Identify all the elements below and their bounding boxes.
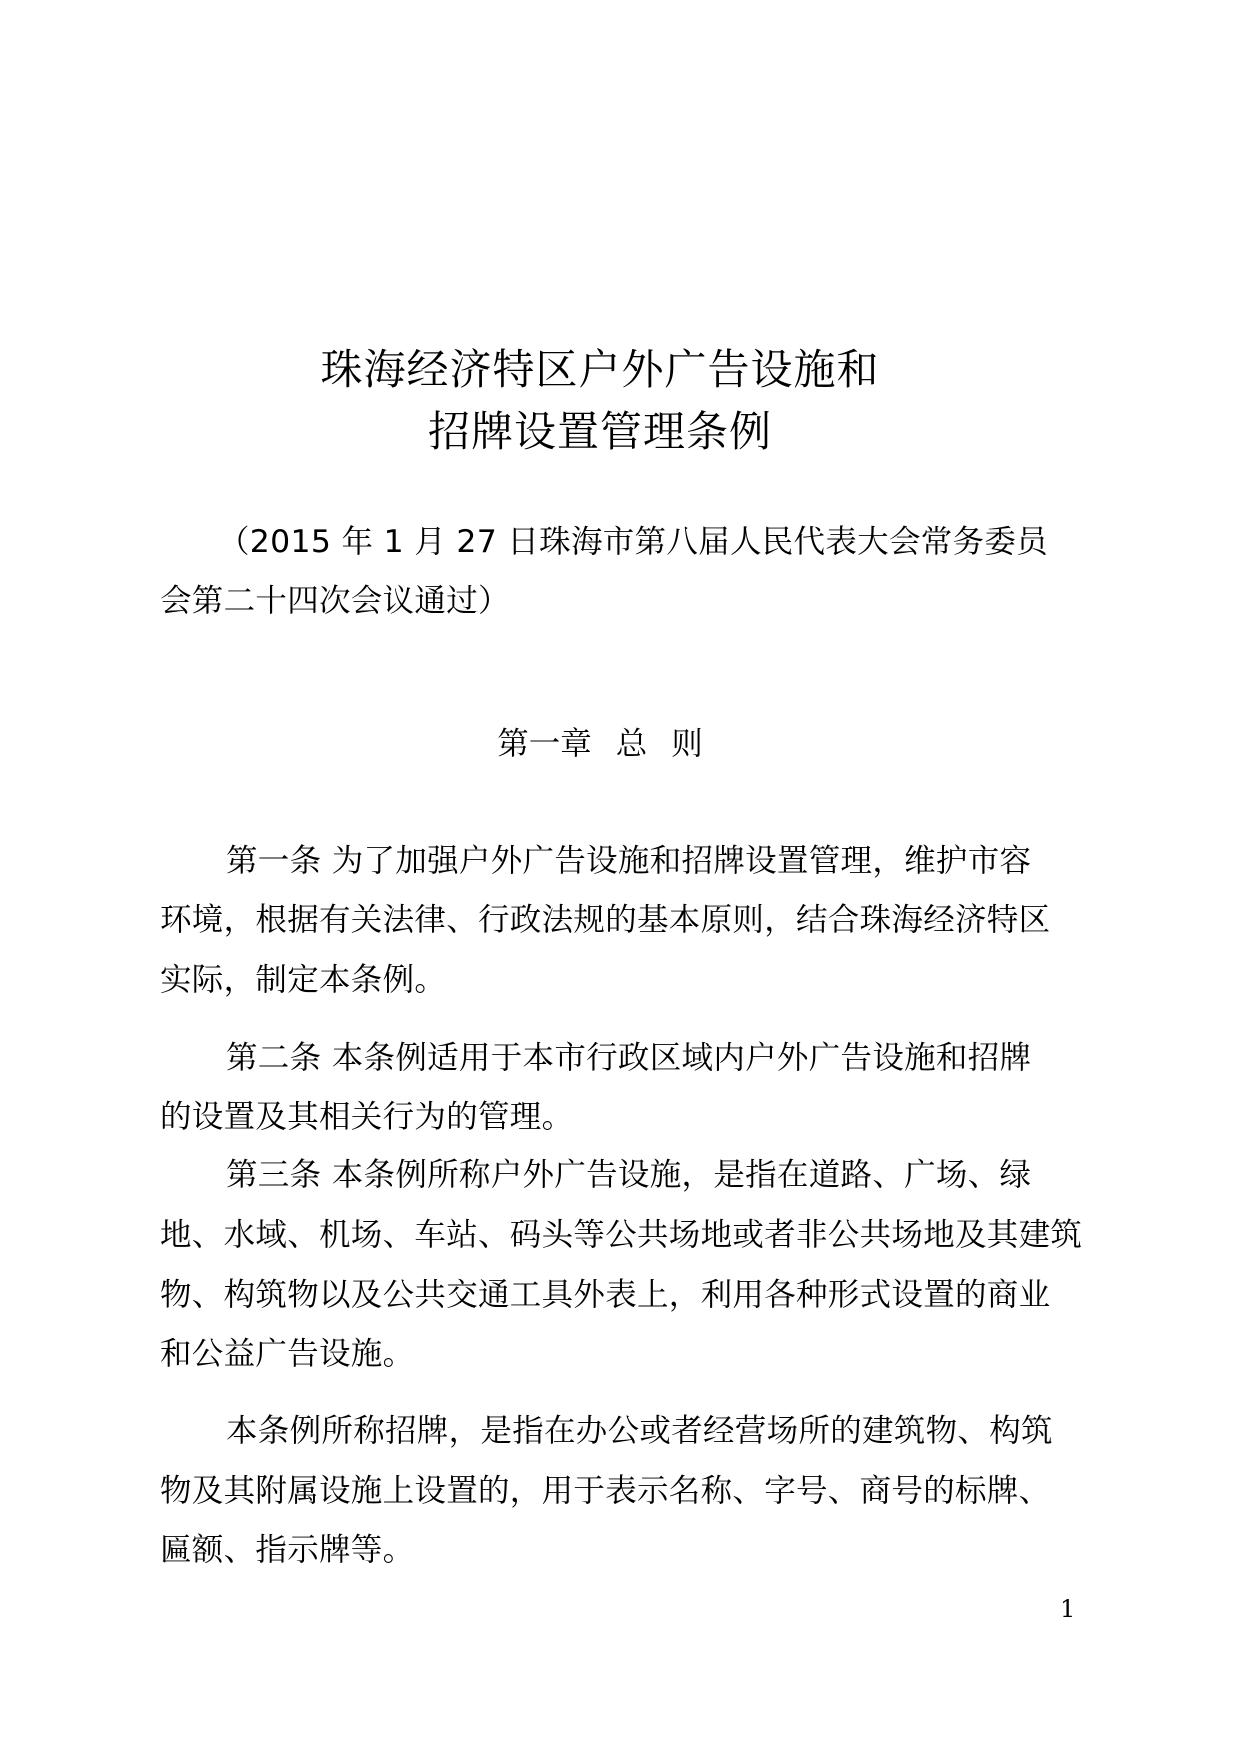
article-1-line-1: 第一条 为了加强户外广告设施和招牌设置管理，维护市容 bbox=[226, 843, 1032, 879]
article-3-paragraph-2-line-2: 物及其附属设施上设置的，用于表示名称、字号、商号的标牌、 bbox=[160, 1473, 1051, 1509]
document-title-line-2: 招牌设置管理条例 bbox=[427, 407, 772, 456]
article-2-line-1: 第二条 本条例适用于本市行政区域内户外广告设施和招牌 bbox=[226, 1040, 1032, 1076]
adoption-note-line-1: （2015 年 1 月 27 日珠海市第八届人民代表大会常务委员 bbox=[218, 524, 1048, 560]
article-2-line-2: 的设置及其相关行为的管理。 bbox=[160, 1099, 574, 1135]
article-3-line-3: 物、构筑物以及公共交通工具外表上，利用各种形式设置的商业 bbox=[160, 1277, 1051, 1313]
article-3-line-2: 地、水域、机场、车站、码头等公共场地或者非公共场地及其建筑 bbox=[160, 1217, 1083, 1253]
chapter-heading: 第一章 总 则 bbox=[497, 726, 703, 762]
article-1-line-3: 实际，制定本条例。 bbox=[160, 962, 447, 998]
article-3-paragraph-2-line-3: 匾额、指示牌等。 bbox=[160, 1532, 415, 1568]
adoption-note-line-2: 会第二十四次会议通过） bbox=[160, 583, 510, 619]
article-3-paragraph-2-line-1: 本条例所称招牌，是指在办公或者经营场所的建筑物、构筑 bbox=[226, 1413, 1053, 1449]
article-3-line-1: 第三条 本条例所称户外广告设施，是指在道路、广场、绿 bbox=[226, 1157, 1032, 1193]
page-number: 1 bbox=[1060, 1595, 1076, 1623]
document-title-line-1: 珠海经济特区户外广告设施和 bbox=[320, 345, 880, 394]
article-1-line-2: 环境，根据有关法律、行政法规的基本原则，结合珠海经济特区 bbox=[160, 902, 1051, 938]
article-3-line-4: 和公益广告设施。 bbox=[160, 1336, 415, 1372]
